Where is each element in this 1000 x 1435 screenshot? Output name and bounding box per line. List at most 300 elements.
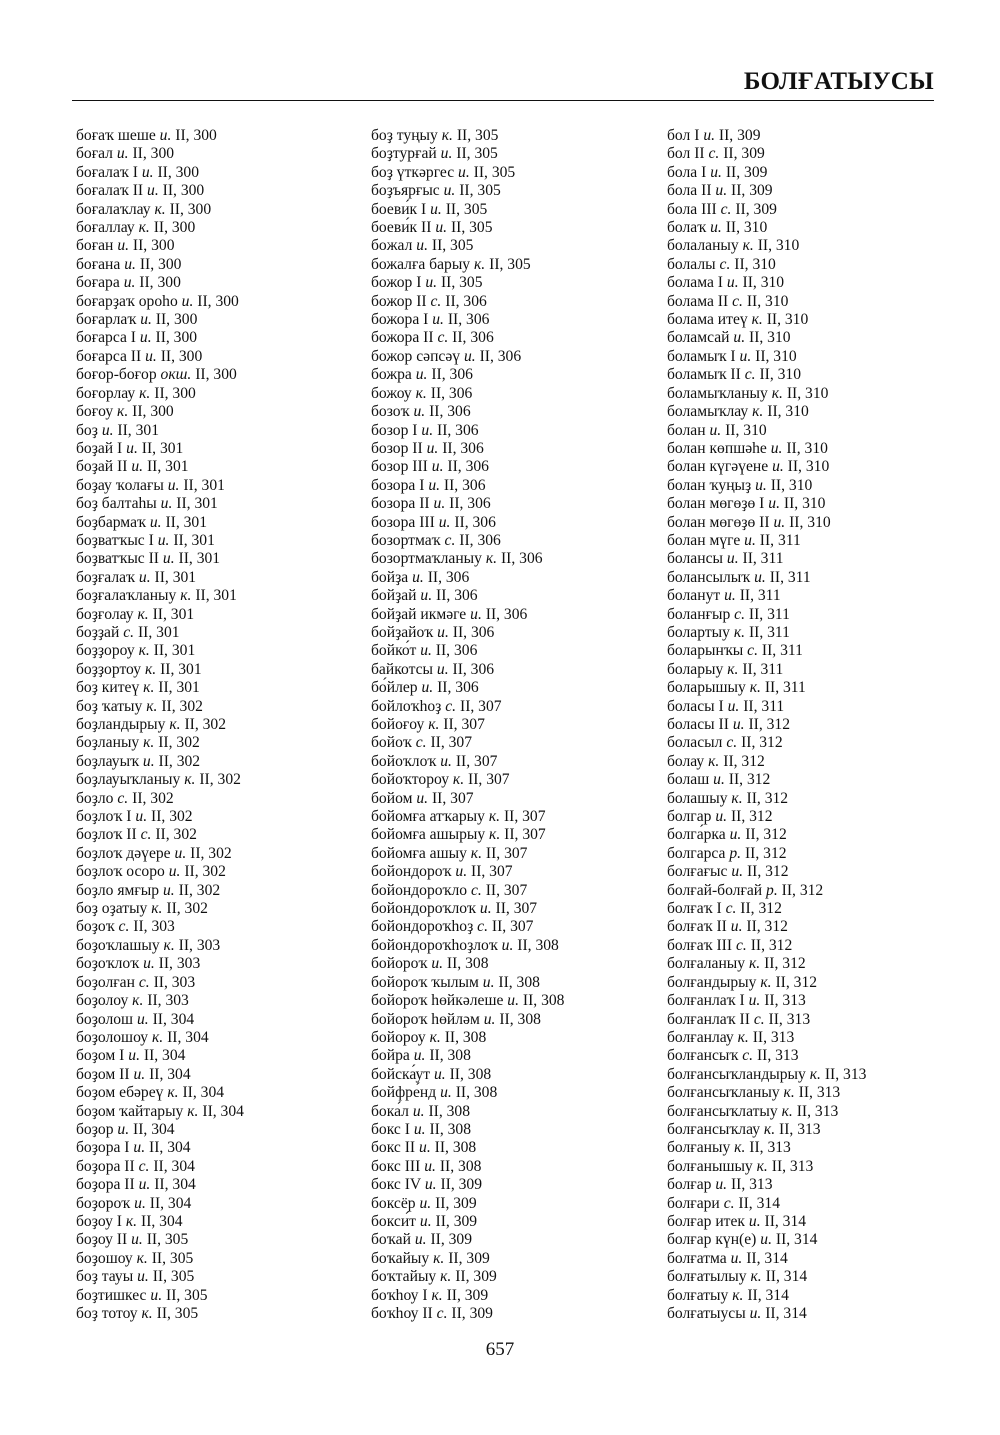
entry-page-reference: II, 310 [767,403,809,421]
entry-headword: бокс III [371,1157,421,1175]
index-entry [667,403,947,421]
entry-headword: бойомға ашыу [371,844,467,862]
entry-part-of-speech: и. [727,697,740,715]
entry-headword: бойко́т [371,642,417,660]
entry-page-reference: II, 309 [435,1194,477,1212]
entry-page-reference: II, 304 [149,1194,192,1212]
entry-headword: болама I [667,274,724,292]
index-entry [667,1029,947,1047]
index-entry [667,624,947,642]
entry-headword: болғатыу [667,1286,729,1304]
entry-page-reference: II, 307 [504,826,546,844]
index-entry [667,679,947,697]
entry-part-of-speech: и. [142,752,155,770]
index-entry [76,440,356,458]
index-entry [371,771,651,789]
entry-headword: бозора III [371,513,435,531]
entry-headword: бойҙай [371,587,417,605]
entry-page-reference: II, 306 [436,587,478,605]
entry-part-of-speech: и. [463,347,476,365]
index-entry [371,1213,651,1231]
index-entry [76,1047,356,1065]
entry-part-of-speech: к. [452,771,465,789]
entry-part-of-speech: к. [146,697,158,715]
entry-part-of-speech: с. [753,1010,765,1028]
index-entry [371,606,651,624]
entry-part-of-speech: и. [703,127,716,144]
index-entry [667,495,947,513]
entry-page-reference: II, 312 [746,918,788,936]
entry-page-reference: II, 300 [154,384,196,402]
entry-page-reference: II, 311 [742,550,784,568]
entry-part-of-speech: с. [723,1194,735,1212]
entry-headword: байкотсы [371,660,433,678]
entry-part-of-speech: и. [431,955,444,973]
entry-headword: боҙҙороу [76,642,135,660]
entry-headword: боҙ балтаһы [76,495,157,513]
entry-part-of-speech: к. [727,660,739,678]
entry-part-of-speech: с. [726,734,738,752]
entry-page-reference: II, 310 [755,347,797,365]
entry-headword: болғари [667,1194,720,1212]
entry-page-reference: II, 313 [824,1065,867,1083]
index-entry [667,918,947,936]
entry-page-reference: II, 309 [435,1212,478,1230]
entry-headword: боҙоу II [76,1231,128,1249]
entry-page-reference: II, 308 [434,1139,477,1157]
entry-page-reference: II, 306 [454,513,496,531]
entry-page-reference: II, 307 [503,808,546,826]
entry-headword: бойороҡ һөйләм [371,1010,480,1028]
index-entry [667,274,947,292]
entry-headword: болау [667,752,705,770]
entry-page-reference: II, 314 [747,1286,789,1304]
entry-headword: боҙтишкес [76,1286,147,1304]
entry-part-of-speech: к. [760,973,772,991]
entry-part-of-speech: и. [420,587,433,605]
entry-page-reference: II, 309 [723,145,765,163]
entry-page-reference: II, 305 [151,1249,194,1267]
entry-page-reference: II, 311 [761,642,803,660]
index-entry [667,1084,947,1102]
index-entry [371,164,651,182]
index-entry [76,1176,356,1194]
entry-part-of-speech: и. [101,421,114,439]
index-entry [667,1011,947,1029]
entry-page-reference: II, 309 [446,1286,489,1304]
index-entry [76,1231,356,1249]
entry-headword: боҙ оҙатыу [76,900,148,918]
entry-headword: боласы II [667,716,729,733]
index-entry [667,440,947,458]
entry-headword: боҙбармаҡ [76,513,146,531]
entry-page-reference: II, 309 [448,1249,490,1267]
entry-part-of-speech: и. [507,992,519,1010]
entry-part-of-speech: и. [730,1249,743,1267]
index-entry [371,974,651,992]
index-entry [371,1011,651,1029]
entry-page-reference: II, 309 [455,1268,497,1286]
entry-page-reference: II, 310 [766,311,809,329]
entry-part-of-speech: и. [430,200,442,218]
entry-part-of-speech: и. [768,495,780,513]
entry-part-of-speech: к. [141,1305,153,1322]
entry-page-reference: II, 310 [770,476,813,494]
entry-page-reference: II, 309 [718,127,761,144]
entry-page-reference: II, 306 [443,476,486,494]
entry-page-reference: II, 310 [742,274,785,292]
index-column-3 [667,127,947,1323]
entry-page-reference: II, 310 [783,495,826,513]
index-entry [371,1176,651,1194]
entry-headword: болғаныу [667,1139,731,1157]
index-entry [76,974,356,992]
entry-part-of-speech: и. [760,1231,772,1249]
entry-page-reference: II, 306 [437,421,479,439]
entry-headword: боҙҙай [76,623,120,641]
entry-headword: боғарса II [76,347,142,365]
entry-page-reference: II, 306 [437,679,479,697]
entry-headword: боҙоҡлоҡ [76,955,140,973]
entry-part-of-speech: с. [747,642,758,660]
index-entry [76,918,356,936]
entry-part-of-speech: к. [431,1286,443,1304]
entry-headword: боҙолош [76,1010,134,1028]
entry-headword: бола III [667,200,717,218]
entry-page-reference: II, 307 [455,752,498,770]
entry-headword: боғал [76,145,113,163]
entry-part-of-speech: и. [470,605,482,623]
entry-part-of-speech: и. [416,789,429,807]
entry-headword: болан мүге [667,531,741,549]
entry-page-reference: II, 300 [169,200,212,218]
index-entry [371,1287,651,1305]
entry-page-reference: II, 304 [182,1084,225,1102]
entry-headword: бойоҡлоҡ [371,752,437,770]
entry-headword: болғаланыу [667,955,746,973]
entry-part-of-speech: и. [421,679,434,697]
entry-headword: болғанлау [667,1028,734,1046]
entry-headword: болансылыҡ [667,568,751,586]
entry-part-of-speech: и. [425,274,438,292]
index-entry [76,219,356,237]
index-entry [371,863,651,881]
index-entry [371,992,651,1010]
entry-headword: бойондороҡло [371,881,468,899]
entry-page-reference: II, 302 [155,826,197,844]
index-entry [667,1066,947,1084]
index-entry [371,311,651,329]
entry-headword: боғаҡ шеше [76,127,156,144]
index-entry [371,201,651,219]
index-entry [76,1121,356,1139]
index-entry [371,348,651,366]
index-entry [667,771,947,789]
index-entry [667,1287,947,1305]
entry-page-reference: II, 302 [199,771,241,789]
index-entry [371,790,651,808]
entry-page-reference: II, 300 [157,163,200,181]
entry-part-of-speech: с. [708,145,720,163]
entry-headword: боғалаҡ II [76,182,144,200]
index-entry [371,642,651,660]
entry-page-reference: II, 312 [764,955,806,973]
entry-part-of-speech: к. [749,955,761,973]
entry-headword: боҙғолау [76,605,134,623]
entry-page-reference: II, 302 [151,808,193,826]
index-entry [76,1250,356,1268]
index-entry [76,1158,356,1176]
entry-page-reference: II, 302 [190,844,232,862]
index-entry [76,311,356,329]
index-entry [371,918,651,936]
index-entry [76,1213,356,1231]
index-entry [667,514,947,532]
index-entry [371,955,651,973]
entry-part-of-speech: к. [180,587,192,605]
index-entry [667,256,947,274]
entry-page-reference: II, 310 [725,219,768,237]
entry-headword: болғанышыу [667,1157,753,1175]
entry-headword: бозора II [371,495,430,513]
entry-headword: бойҙайоҡ [371,623,434,641]
index-entry [76,293,356,311]
index-entry [76,1084,356,1102]
entry-headword: боҙғалаҡ [76,568,135,586]
entry-headword: бoжал [371,237,413,255]
entry-part-of-speech: к. [125,1212,138,1230]
index-entry [667,385,947,403]
entry-page-reference: II, 313 [771,1157,814,1175]
entry-headword: бойороҡ һөйкәлеше [371,992,504,1010]
entry-headword: болартыу [667,623,730,641]
index-entry [667,734,947,752]
index-entry [371,403,651,421]
entry-page-reference: II, 302 [132,789,174,807]
entry-page-reference: II, 307 [485,881,528,899]
entry-part-of-speech: и. [437,623,449,641]
index-entry [371,329,651,347]
entry-part-of-speech: к. [440,1268,452,1286]
entry-part-of-speech: и. [426,439,439,457]
entry-part-of-speech: к. [163,936,175,954]
index-entry [371,366,651,384]
index-entry [667,661,947,679]
index-entry [371,734,651,752]
entry-headword: боҙом II [76,1065,130,1083]
entry-page-reference: II, 306 [447,311,490,329]
entry-headword: бойҙай икмәге [371,605,467,623]
entry-part-of-speech: и. [732,716,745,733]
entry-headword: болғай-болғай [667,881,763,899]
entry-headword: боламыҡ I [667,347,736,365]
entry-part-of-speech: к. [771,384,783,402]
entry-headword: болашыу [667,789,728,807]
entry-part-of-speech: и. [157,531,170,549]
index-entry [371,514,651,532]
index-entry [76,569,356,587]
index-entry [667,1195,947,1213]
entry-part-of-speech: и. [424,1157,436,1175]
entry-headword: боҙолоу [76,992,129,1010]
entry-headword: болғансыҡлатыу [667,1102,778,1120]
entry-headword: боҙ ҡатыу [76,697,143,715]
entry-headword: боҙлоҡ II [76,826,137,844]
index-entry [667,1176,947,1194]
index-entry [371,1268,651,1286]
entry-part-of-speech: к. [749,679,761,697]
index-entry [76,882,356,900]
index-entry [667,366,947,384]
entry-part-of-speech: с. [138,973,150,991]
entry-part-of-speech: и. [131,458,144,476]
entry-headword: боҡай [371,1231,411,1249]
entry-headword: болан мөгөҙө I [667,495,765,513]
entry-headword: боҙ тауы [76,1268,134,1286]
entry-part-of-speech: к. [756,1157,768,1175]
entry-headword: бола II [667,182,712,200]
index-entry [667,845,947,863]
entry-page-reference: II, 308 [517,936,559,954]
index-entry [371,1195,651,1213]
entry-page-reference: II, 304 [141,1212,183,1230]
entry-part-of-speech: и. [415,366,428,384]
entry-headword: боҙло ямғыр [76,881,160,899]
entry-page-reference: II, 307 [468,771,510,789]
index-entry [76,422,356,440]
index-entry [667,1250,947,1268]
entry-headword: болғаҡ II [667,918,727,936]
index-entry [667,808,947,826]
entry-page-reference: II, 306 [447,458,489,476]
entry-headword: божра [371,366,412,384]
entry-part-of-speech: и. [433,1065,446,1083]
index-entry [371,1047,651,1065]
entry-headword: бокс IV [371,1176,421,1194]
entry-page-reference: II, 305 [489,255,531,273]
index-entry [76,716,356,734]
entry-headword: бойондороҡ [371,863,452,881]
entry-part-of-speech: и. [419,1139,431,1157]
entry-headword: боғаллау [76,219,135,237]
index-entry [76,863,356,881]
entry-headword: бола I [667,163,707,181]
index-entry [667,422,947,440]
entry-page-reference: II, 313 [768,1010,811,1028]
entry-page-reference: II, 312 [740,900,782,918]
index-entry [667,569,947,587]
entry-headword: болғар итек [667,1212,745,1230]
entry-page-reference: II, 307 [485,844,528,862]
entry-part-of-speech: и. [162,550,175,568]
entry-page-reference: II, 305 [152,1268,195,1286]
entry-headword: болғансыҡланыу [667,1084,780,1102]
entry-page-reference: II, 311 [742,660,784,678]
entry-headword: бойомға атҡарыу [371,808,485,826]
index-entry [76,992,356,1010]
entry-page-reference: II, 307 [431,789,474,807]
index-entry [76,734,356,752]
entry-page-reference: II, 300 [132,145,175,163]
index-entry [76,826,356,844]
entry-headword: боғара [76,274,120,292]
index-entry [76,1305,356,1323]
entry-page-reference: II, 312 [781,881,824,899]
index-entry [667,698,947,716]
index-entry [371,477,651,495]
entry-part-of-speech: с. [436,1305,448,1322]
index-entry [667,1268,947,1286]
entry-part-of-speech: и. [162,881,175,899]
index-entry [667,753,947,771]
index-entry [667,201,947,219]
entry-part-of-speech: к. [154,200,166,218]
entry-part-of-speech: и. [455,863,468,881]
entry-headword: боғарҙаҡ ороһо [76,292,178,310]
entry-headword: боҙланыу [76,734,140,752]
entry-page-reference: II, 310 [757,237,800,255]
entry-page-reference: II, 309 [731,182,773,200]
entry-page-reference: II, 301 [153,642,196,660]
index-entry [371,845,651,863]
index-entry [76,937,356,955]
entry-headword: бойҙа [371,568,409,586]
index-entry [76,403,356,421]
entry-part-of-speech: р. [766,881,778,899]
index-entry [76,127,356,145]
index-entry [76,808,356,826]
entry-part-of-speech: и. [413,1120,426,1138]
entry-page-reference: II, 303 [133,918,175,936]
entry-part-of-speech: и. [773,513,786,531]
entry-page-reference: II, 310 [786,439,828,457]
entry-headword: боҙай I [76,439,123,457]
entry-headword: боғоу [76,403,114,421]
entry-part-of-speech: и. [421,421,434,439]
entry-part-of-speech: и. [438,513,451,531]
entry-page-reference: II, 314 [765,1268,808,1286]
entry-headword: боламыҡлау [667,403,749,421]
index-entry [667,550,947,568]
entry-part-of-speech: с. [445,697,457,715]
entry-page-reference: II, 305 [156,1305,199,1322]
index-entry [667,863,947,881]
index-entry [371,274,651,292]
entry-headword: болама итеү [667,311,748,329]
entry-headword: божоу [371,384,412,402]
entry-page-reference: II, 301 [158,679,200,697]
entry-headword: боҙлоҡ дәүере [76,844,171,862]
entry-page-reference: II, 312 [741,734,783,752]
entry-headword: бокс II [371,1139,416,1157]
entry-headword: боҡайыу [371,1249,430,1267]
index-entry [76,274,356,292]
entry-part-of-speech: и. [754,568,766,586]
entry-headword: боҙошоу [76,1249,133,1267]
entry-headword: божор II [371,292,427,310]
entry-part-of-speech: к. [167,1084,179,1102]
index-entry [371,237,651,255]
index-entry [371,1139,651,1157]
entry-headword: болаҡ [667,219,707,237]
entry-headword: божора II [371,329,434,347]
entry-part-of-speech: и. [413,1047,426,1065]
index-entry [76,550,356,568]
entry-part-of-speech: и. [724,587,736,605]
running-header-title: БОЛҒАТЫУСЫ [743,68,934,95]
entry-part-of-speech: к. [169,716,181,733]
entry-page-reference: II, 313 [730,1176,773,1194]
